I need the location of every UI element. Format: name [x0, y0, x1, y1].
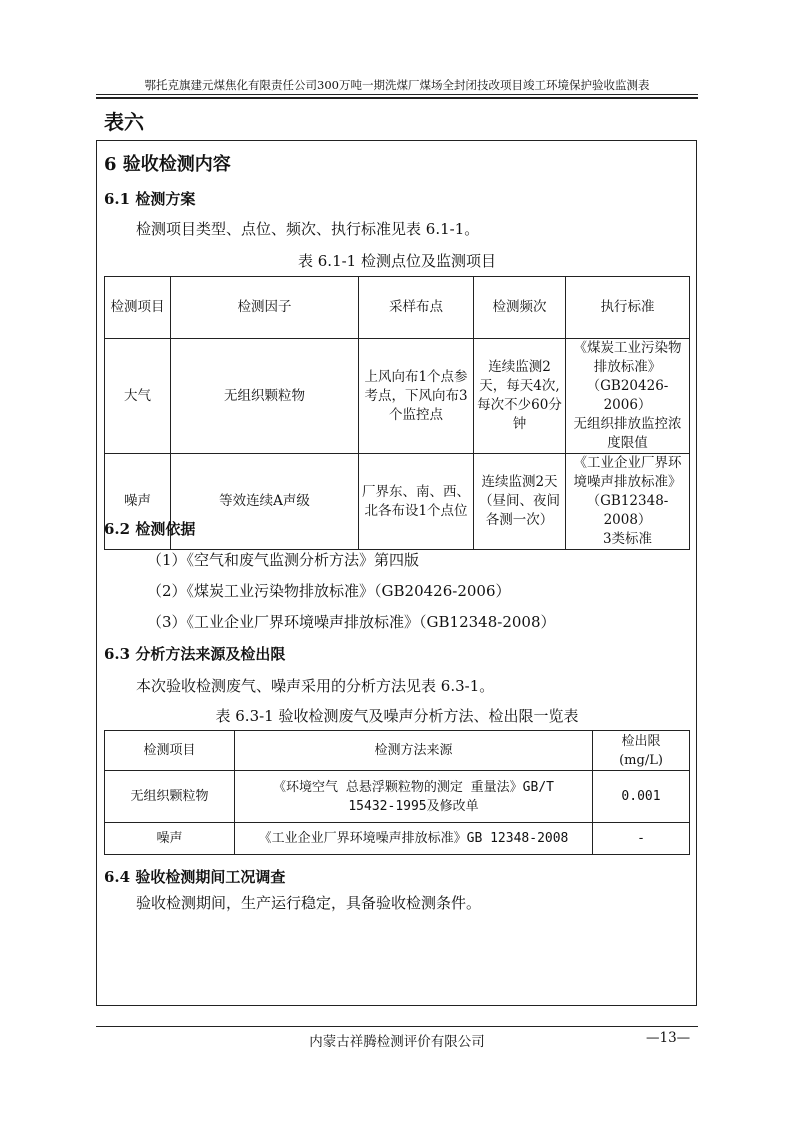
- table-row: [105, 823, 690, 855]
- cell-factor: 等效连续A声级: [171, 454, 359, 550]
- standard-limit: 3类标准: [602, 531, 653, 547]
- column-header: 检测项目: [105, 731, 235, 771]
- section-6-3-title: 6.3 分析方法来源及检出限: [104, 645, 286, 663]
- table-header-row: [105, 277, 690, 339]
- standard-code: （GB12348-2008）: [586, 493, 669, 528]
- table-6-1-1: [104, 276, 690, 550]
- section-6-2-title: 6.2 检测依据: [104, 520, 196, 538]
- cell-factor: 无组织颗粒物: [171, 339, 359, 454]
- document-header: 鄂托克旗建元煤焦化有限责任公司300万吨一期洗煤厂煤场全封闭技改项目竣工环境保护验收监测表: [144, 78, 650, 92]
- table-row: [105, 771, 690, 823]
- column-header: 检测方法来源: [235, 731, 593, 771]
- column-header: [593, 731, 690, 771]
- footer-company: 内蒙古祥腾检测评价有限公司: [309, 1034, 485, 1050]
- standard-name: 《煤炭工业污染物排放标准》: [573, 340, 682, 375]
- cell-frequency: 连续监测2天，每天4次,每次不少60分钟: [474, 339, 566, 454]
- table-6-3-1-caption: 表 6.3-1 验收检测废气及噪声分析方法、检出限一览表: [215, 707, 579, 725]
- cell-item: 无组织颗粒物: [105, 771, 235, 823]
- standard-limit: 无组织排放监控浓度限值: [573, 416, 682, 451]
- column-header: 检测频次: [474, 277, 566, 339]
- page-number: —13—: [646, 1030, 691, 1046]
- method-line: 《环境空气 总悬浮颗粒物的测定 重量法》GB/T: [273, 779, 554, 795]
- column-header: 采样布点: [359, 277, 474, 339]
- reference-item: （1）《空气和废气监测分析方法》第四版: [147, 551, 420, 569]
- column-header: 检测因子: [171, 277, 359, 339]
- footer-rule: [96, 1026, 698, 1027]
- reference-item: （2）《煤炭工业污染物排放标准》（GB20426-2006）: [147, 582, 511, 600]
- cell-standard: [566, 339, 690, 454]
- cell-frequency: 连续监测2天（昼间、夜间各测一次）: [474, 454, 566, 550]
- header-rule: [96, 94, 698, 95]
- header-rule-thick: [96, 97, 698, 99]
- table-header-row: [105, 731, 690, 771]
- column-header: 检测项目: [105, 277, 171, 339]
- table-6-3-1: [104, 730, 690, 855]
- reference-item: （3）《工业企业厂界环境噪声排放标准》（GB12348-2008）: [147, 613, 556, 631]
- section-6-1-title: 6.1 检测方案: [104, 190, 196, 208]
- cell-item: 大气: [105, 339, 171, 454]
- column-header-unit: (mg/L): [619, 752, 663, 768]
- column-header: 执行标准: [566, 277, 690, 339]
- section-6-title: 6 验收检测内容: [104, 154, 231, 175]
- standard-code: （GB20426-2006）: [586, 378, 669, 413]
- table-row: [105, 339, 690, 454]
- method-line: 15432-1995及修改单: [348, 798, 479, 814]
- standard-name: 《工业企业厂界环境噪声排放标准》: [573, 455, 682, 490]
- section-6-4-text: 验收检测期间，生产运行稳定，具备验收检测条件。: [136, 894, 482, 912]
- cell-limit: -: [593, 823, 690, 855]
- cell-standard: [566, 454, 690, 550]
- column-header-line: 检出限: [621, 733, 661, 749]
- section-6-1-intro: 检测项目类型、点位、频次、执行标准见表 6.1-1。: [136, 220, 480, 238]
- cell-item: 噪声: [105, 454, 171, 550]
- cell-method: 《工业企业厂界环境噪声排放标准》GB 12348-2008: [235, 823, 593, 855]
- section-6-3-intro: 本次验收检测废气、噪声采用的分析方法见表 6.3-1。: [136, 677, 495, 695]
- cell-layout: 厂界东、南、西、北各布设1个点位: [359, 454, 474, 550]
- sheet-title: 表六: [104, 110, 144, 134]
- table-6-1-1-caption: 表 6.1-1 检测点位及监测项目: [297, 252, 496, 270]
- cell-layout: 上风向布1个点参考点，下风向布3个监控点: [359, 339, 474, 454]
- cell-method: [235, 771, 593, 823]
- cell-limit: 0.001: [593, 771, 690, 823]
- section-6-4-title: 6.4 验收检测期间工况调查: [104, 868, 286, 886]
- cell-item: 噪声: [105, 823, 235, 855]
